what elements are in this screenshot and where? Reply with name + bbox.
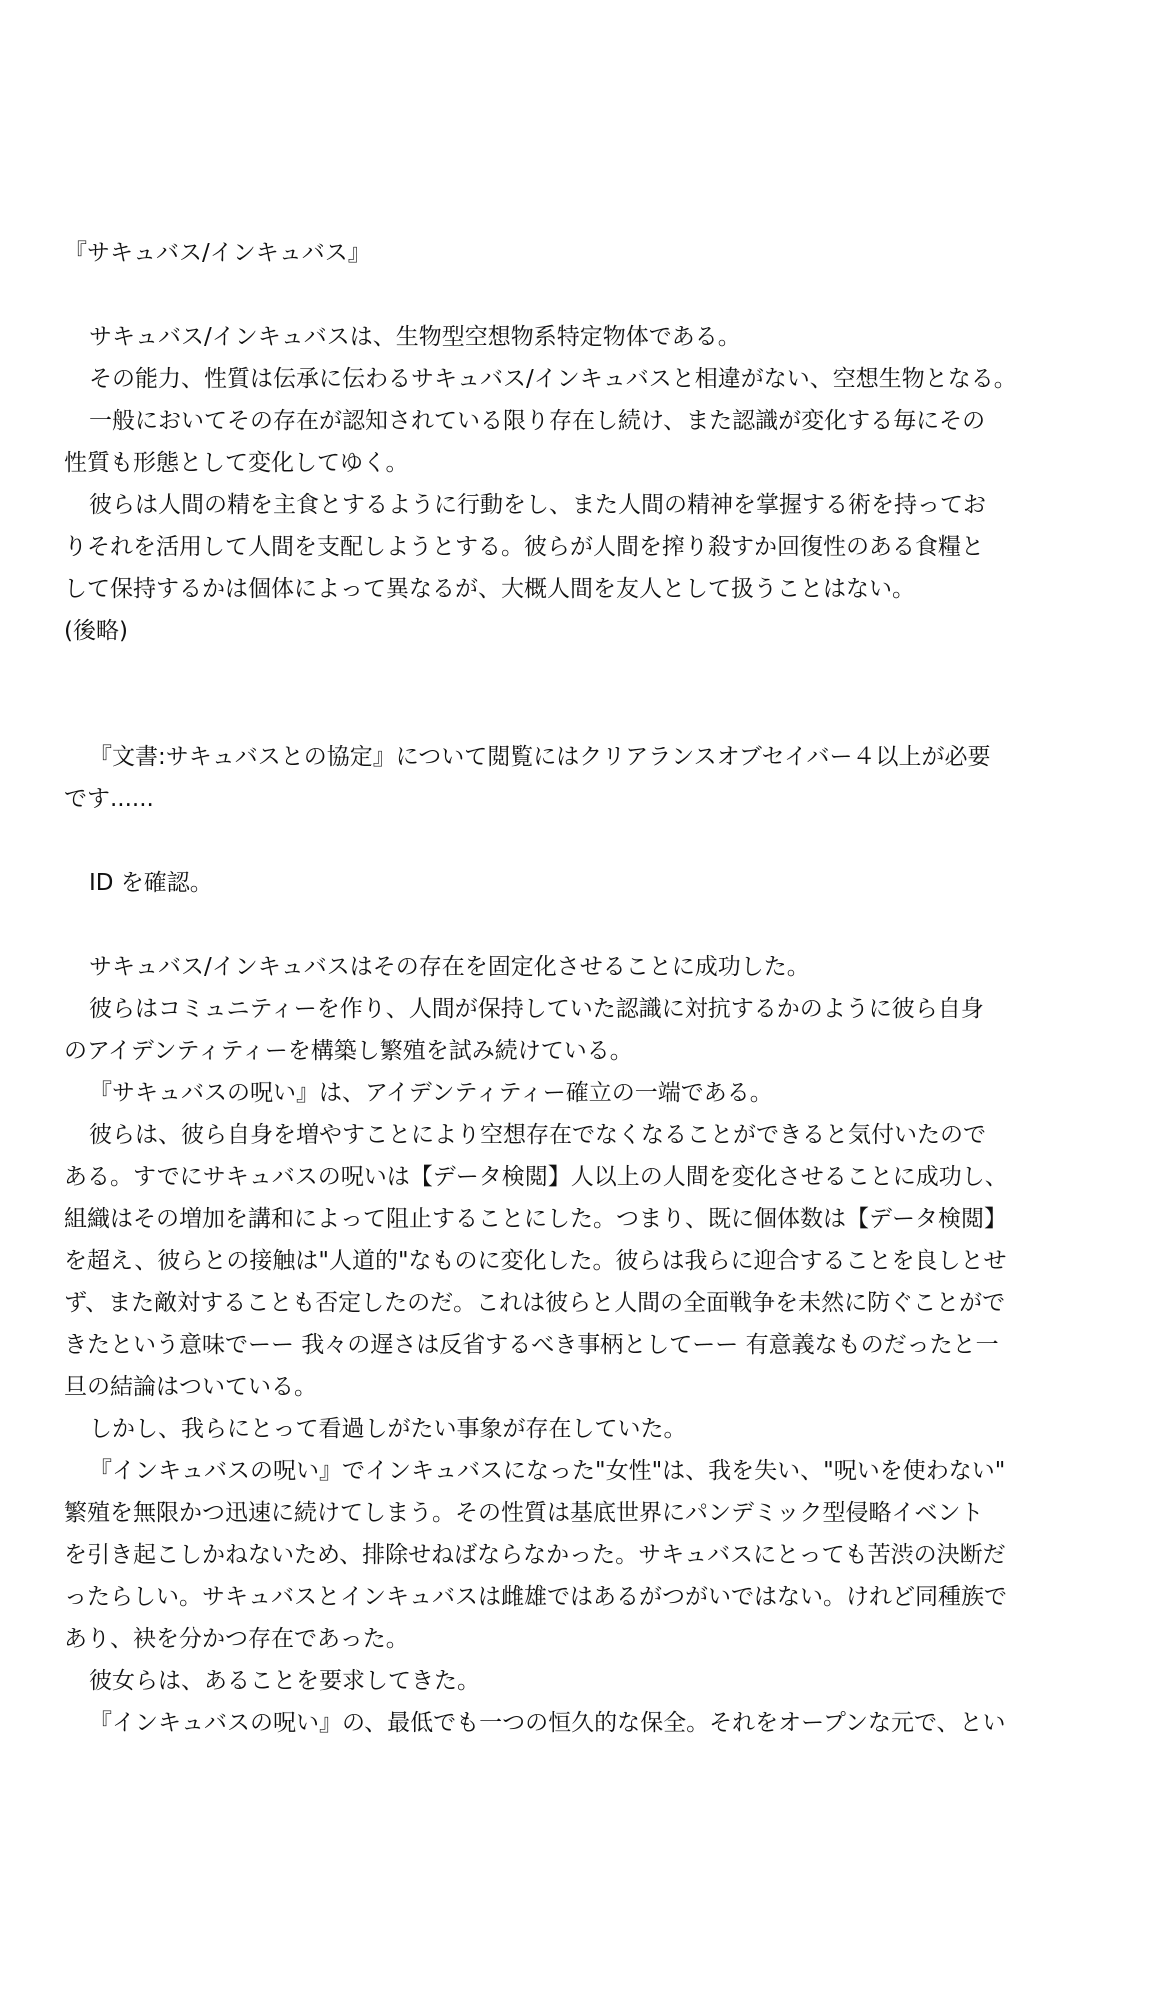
paragraph-line: ったらしい。サキュバスとインキュバスは雌雄ではあるがつがいではない。けれど同種族で — [64, 1584, 1007, 1610]
paragraph-line: その能力、性質は伝承に伝わるサキュバス/インキュバスと相違がない、空想生物となる。 — [89, 366, 1017, 392]
paragraph-line: 一般においてその存在が認知されている限り存在し続け、また認識が変化する毎にその — [89, 408, 986, 434]
paragraph-line: を超え、彼らとの接触は"人道的"なものに変化した。彼らは我らに迎合することを良しとせ — [64, 1248, 1007, 1274]
spacer — [64, 904, 1124, 946]
paragraph-line: ある。すでにサキュバスの呪いは【データ検閲】人以上の人間を変化させることに成功し、 — [64, 1164, 1008, 1190]
document-title: 『サキュバス/インキュバス』 — [64, 240, 371, 266]
paragraph-line: 『インキュバスの呪い』でインキュバスになった"女性"は、我を失い、"呪いを使わない" — [89, 1458, 1006, 1484]
paragraph-line: 組織はその増加を講和によって阻止することにした。つまり、既に個体数は【データ検閲】 — [64, 1206, 1007, 1232]
paragraph-line: しかし、我らにとって看過しがたい事象が存在していた。 — [89, 1416, 687, 1442]
paragraph-line: 『インキュバスの呪い』の、最低でも一つの恒久的な保全。それをオープンな元で、とい — [89, 1710, 1006, 1736]
id-check-text: ID を確認。 — [89, 870, 213, 896]
paragraph-line: りそれを活用して人間を支配しようとする。彼らが人間を搾り殺すか回復性のある食糧と — [64, 534, 984, 560]
paragraph-line: のアイデンティティーを構築し繁殖を試み続けている。 — [64, 1038, 633, 1064]
paragraph-line: 『サキュバスの呪い』は、アイデンティティー確立の一端である。 — [89, 1080, 773, 1106]
paragraph-line: 彼らは人間の精を主食とするように行動をし、また人間の精神を掌握する術を持ってお — [89, 492, 986, 518]
omitted-note: (後略) — [64, 618, 128, 644]
document-body — [64, 232, 1124, 1744]
paragraph-line: サキュバス/インキュバスはその存在を固定化させることに成功した。 — [89, 954, 810, 980]
paragraph-line: 旦の結論はついている。 — [64, 1374, 317, 1400]
paragraph-line: きたという意味でーー 我々の遅さは反省するべき事柄としてーー 有意義なものだったと一 — [64, 1332, 999, 1358]
paragraph-line: 彼女らは、あることを要求してきた。 — [89, 1668, 480, 1694]
paragraph-line: 彼らはコミュニティーを作り、人間が保持していた認識に対抗するかのように彼ら自身 — [89, 996, 984, 1022]
paragraph-line: を引き起こしかねないため、排除せねばならなかった。サキュバスにとっても苦渋の決断だ — [64, 1542, 1006, 1568]
paragraph-line: あり、袂を分かつ存在であった。 — [64, 1626, 409, 1652]
clearance-notice: です...... — [64, 786, 154, 812]
paragraph-line: 彼らは、彼ら自身を増やすことにより空想存在でなくなることができると気付いたので — [89, 1122, 986, 1148]
paragraph-line: して保持するかは個体によって異なるが、大概人間を友人として扱うことはない。 — [64, 576, 915, 602]
clearance-notice: 『文書:サキュバスとの協定』について閲覧にはクリアランスオブセイバー４以上が必要 — [89, 744, 991, 770]
paragraph-line: 性質も形態として変化してゆく。 — [64, 450, 409, 476]
spacer — [64, 652, 1124, 736]
paragraph-line: ず、また敵対することも否定したのだ。これは彼らと人間の全面戦争を未然に防ぐことがで — [64, 1290, 1006, 1316]
paragraph-line: 繁殖を無限かつ迅速に続けてしまう。その性質は基底世界にパンデミック型侵略イベント — [64, 1500, 984, 1526]
paragraph-line: サキュバス/インキュバスは、生物型空想物系特定物体である。 — [89, 324, 741, 350]
spacer — [64, 820, 1124, 862]
spacer — [64, 274, 1124, 316]
